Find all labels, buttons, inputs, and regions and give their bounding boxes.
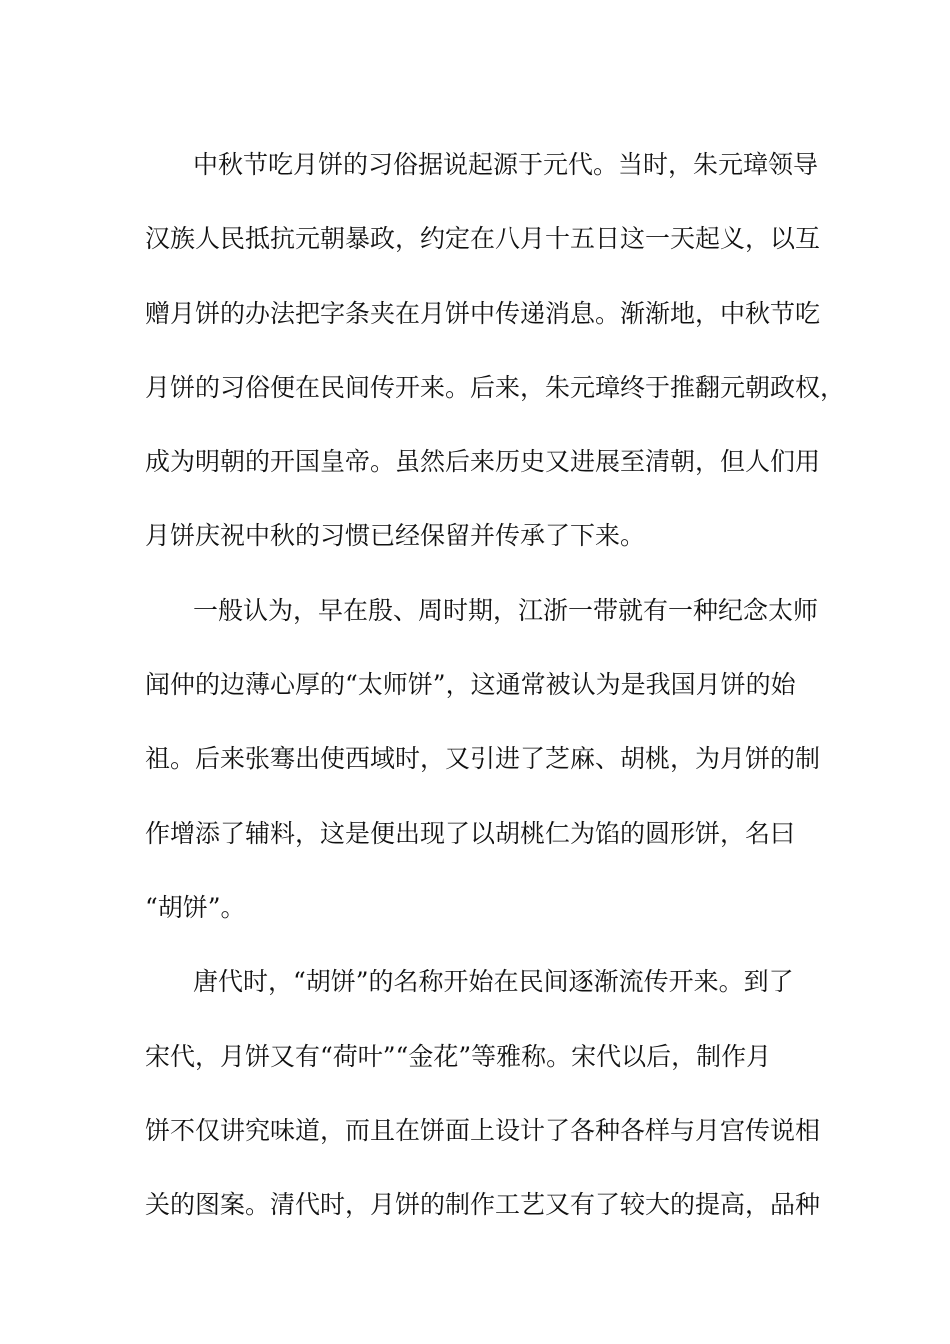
text-line: 赠月饼的办法把字条夹在月饼中传递消息。渐渐地，中秋节吃 — [145, 298, 821, 328]
text-line: 作增添了辅料，这是便出现了以胡桃仁为馅的圆形饼，名曰 — [145, 818, 796, 848]
text-line: 一般认为，早在殷、周时期，江浙一带就有一种纪念太师 — [193, 595, 819, 625]
text-line: 关的图案。清代时，月饼的制作工艺又有了较大的提高，品种 — [145, 1190, 821, 1220]
text-line: 汉族人民抵抗元朝暴政，约定在八月十五日这一天起义，以互 — [145, 224, 821, 254]
document-body — [145, 128, 846, 1242]
text-line: 月饼的习俗便在民间传开来。后来，朱元璋终于推翻元朝政权， — [145, 372, 846, 402]
text-line: 闻仲的边薄心厚的“太师饼”，这通常被认为是我国月饼的始 — [145, 670, 796, 700]
paragraph — [145, 945, 825, 1242]
text-line: 中秋节吃月饼的习俗据说起源于元代。当时，朱元璋领导 — [193, 150, 819, 179]
paragraph — [145, 128, 846, 574]
text-line: 唐代时，“胡饼”的名称开始在民间逐渐流传开来。到了 — [193, 967, 794, 997]
text-line: 成为明朝的开国皇帝。虽然后来历史又进展至清朝，但人们用 — [145, 447, 821, 477]
text-line: 宋代，月饼又有“荷叶”“金花”等雅称。宋代以后，制作月 — [145, 1041, 772, 1071]
paragraph — [145, 574, 825, 945]
text-line: “胡饼”。 — [145, 892, 246, 922]
text-line: 祖。后来张骞出使西域时，又引进了芝麻、胡桃，为月饼的制 — [145, 744, 821, 774]
text-line: 月饼庆祝中秋的习惯已经保留并传承了下来。 — [145, 521, 646, 551]
text-line: 饼不仅讲究味道，而且在饼面上设计了各种各样与月宫传说相 — [145, 1115, 821, 1145]
